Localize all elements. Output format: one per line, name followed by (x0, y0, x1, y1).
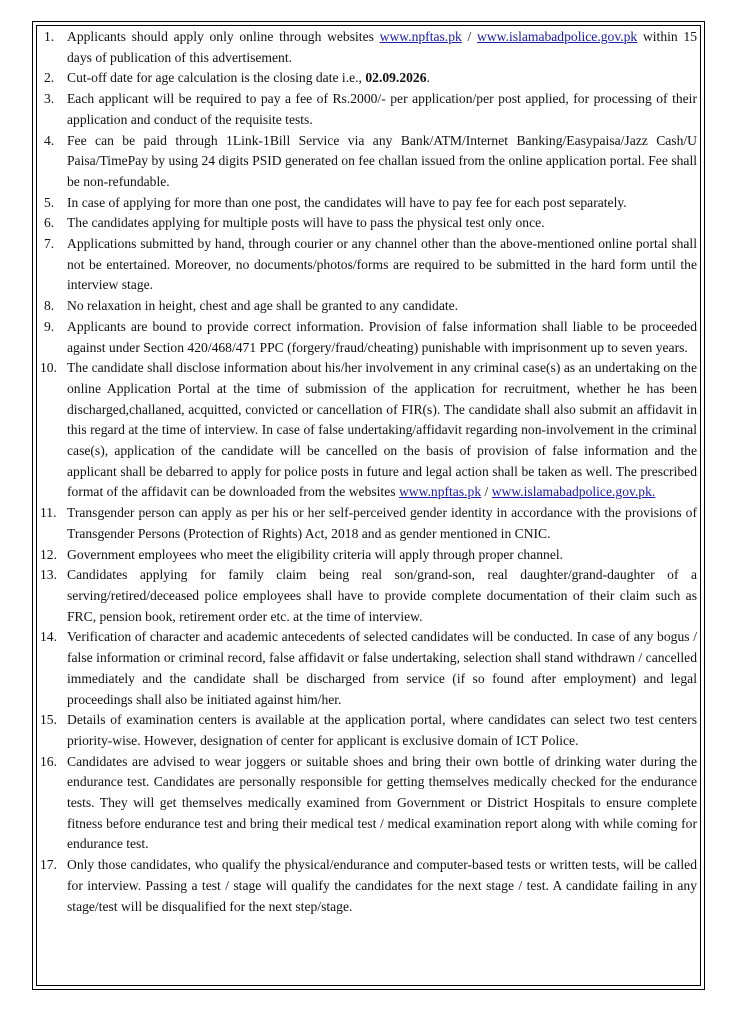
list-item (40, 213, 697, 234)
link-separator: / (481, 484, 492, 500)
npftas-link[interactable]: www.npftas.pk (398, 484, 482, 500)
item-text: Government employees who meet the eligibility criteria will apply through proper channel. (67, 546, 564, 562)
item-text: Fee can be paid through 1Link-1Bill Service via any Bank/ATM/Internet Banking/Easypaisa/Jazz Cash/U Paisa/TimePay by using 24 digits PSID generated on fee challan issued from the online application portal. Fee shall be non-refundable. (67, 132, 697, 189)
item-number: 9. (44, 318, 55, 334)
item-number: 12. (40, 546, 57, 562)
item-number: 2. (44, 70, 55, 86)
islamabad-police-link[interactable]: www.islamabadpolice.gov.pk (477, 29, 638, 44)
item-number: 10. (40, 360, 57, 376)
item-text: Applications submitted by hand, through courier or any channel other than the above-mentioned online portal shall not be entertained. Moreover, no documents/photos/forms are required to be submitted in the hard form until the interview stage. (67, 236, 697, 293)
item-text: Details of examination centers is available at the application portal, where candidates can select two test centers priority-wise. However, designation of center for applicant is exclusive domain of ICT Police. (67, 712, 697, 748)
closing-date: 02.09.2026 (365, 70, 427, 86)
item-number: 13. (40, 567, 57, 583)
instructions-list (40, 27, 697, 917)
item-text: Verification of character and academic antecedents of selected candidates will be conducted. In case of any bogus / false information or criminal record, false affidavit or false undertaking, selection shall stand withdrawn / cancelled immediately and the candidate shall be discharged from service (if so found after employment) and legal proceedings shall also be initiated against him/her. (67, 629, 697, 707)
npftas-link[interactable]: www.npftas.pk (379, 29, 462, 44)
list-item (40, 565, 697, 627)
list-item (40, 131, 697, 193)
list-item (40, 193, 697, 214)
item-number: 14. (40, 629, 57, 645)
list-item (40, 317, 697, 358)
item-number: 8. (44, 298, 55, 314)
item-number: 3. (44, 91, 55, 107)
list-item (40, 752, 697, 856)
item-number: 5. (44, 194, 55, 210)
item-text: Transgender person can apply as per his or her self-perceived gender identity in accordance with the provisions of Transgender Persons (Protection of Rights) Act, 2018 and as gender mentioned in CNIC. (67, 505, 697, 541)
item-text: In case of applying for more than one post, the candidates will have to pay fee for each post separately. (67, 194, 627, 210)
islamabad-police-link[interactable]: www.islamabadpolice.gov.pk. (491, 484, 656, 500)
item-text: . (426, 70, 430, 86)
list-item (40, 710, 697, 751)
item-number: 11. (40, 505, 57, 521)
list-item (40, 27, 697, 68)
item-number: 7. (44, 236, 55, 252)
list-item (40, 68, 697, 89)
item-text: Each applicant will be required to pay a fee of Rs.2000/- per application/per post applied, for processing of their application and conduct of the requisite tests. (67, 91, 697, 127)
list-item (40, 503, 697, 544)
item-number: 6. (44, 215, 55, 231)
item-number: 15. (40, 712, 57, 728)
item-number: 1. (44, 29, 55, 44)
item-text: Cut-off date for age calculation is the closing date i.e., (67, 70, 366, 86)
link-separator: / (461, 29, 478, 44)
item-text: Candidates applying for family claim being real son/grand-son, real daughter/grand-daughter of a serving/retired/deceased police employees shall have to provide complete documentation of their claim such as FRC, pension book, retirement order etc. at the time of interview. (67, 567, 697, 624)
item-text: Applicants are bound to provide correct information. Provision of false information shall liable to be proceeded against under Section 420/468/471 PPC (forgery/fraud/cheating) punishable with imprisonment up to seven years. (67, 318, 697, 355)
list-item (40, 358, 697, 503)
item-text: Applicants should apply only online through websites (67, 29, 380, 44)
list-item (40, 89, 697, 130)
item-number: 16. (40, 753, 57, 769)
item-text: The candidate shall disclose information about his/her involvement in any criminal case(s) as an undertaking on the online Application Portal at the time of submission of the application for recruitment, whether he has been discharged,challaned, acquitted, convicted or cancellation of FIR(s). The candidate shall also submit an affidavit in this regard at the time of interview. In case of false undertaking/affidavit regarding non-involvement in the criminal case(s), application of the candidate will be cancelled on the basis of provision of false information and the applicant shall be debarred to apply for police posts in future and legal action shall be taken as well. The prescribed format of the affidavit can be downloaded from the websites (67, 360, 697, 500)
item-text: Candidates are advised to wear joggers or suitable shoes and bring their own bottle of drinking water during the endurance test. Candidates are personally responsible for getting themselves medically checked for the endurance tests. They will get themselves medically examined from Government or District Hospitals to ensure complete fitness before endurance test and bring their medical test / medical examination report along with while coming for endurance test. (67, 753, 697, 852)
list-item (40, 545, 697, 566)
item-number: 4. (44, 132, 55, 148)
item-text: No relaxation in height, chest and age shall be granted to any candidate. (67, 298, 459, 314)
item-text: The candidates applying for multiple posts will have to pass the physical test only once. (67, 215, 545, 231)
list-item (40, 855, 697, 917)
item-number: 17. (40, 857, 57, 873)
item-text: Only those candidates, who qualify the physical/endurance and computer-based tests or written tests, will be called for interview. Passing a test / stage will qualify the candidates for the next stage / test. A candidate failing in any stage/test will be disqualified for the next step/stage. (67, 857, 697, 914)
document-body (40, 27, 697, 917)
list-item (40, 296, 697, 317)
list-item (40, 627, 697, 710)
list-item (40, 234, 697, 296)
item-text: within 15 days of publication of this advertisement. (67, 29, 698, 65)
